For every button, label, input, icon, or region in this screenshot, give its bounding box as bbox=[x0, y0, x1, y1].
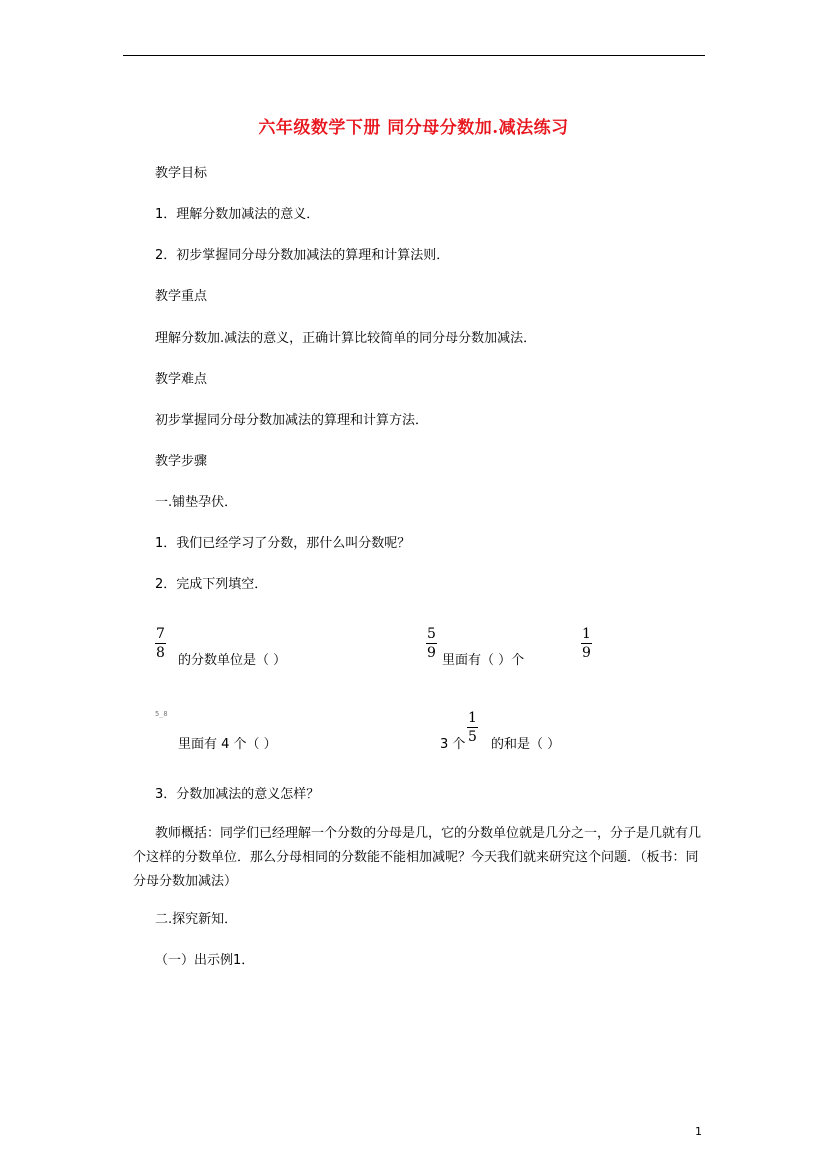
fill-blank-d: 的和是（ ） bbox=[491, 737, 561, 752]
fraction-numerator: 7 bbox=[156, 626, 165, 642]
fill-blank-b: 里面有（ ）个 bbox=[442, 653, 525, 668]
difficulty-text: 初步掌握同分母分数加减法的算理和计算方法． bbox=[155, 413, 429, 428]
fill-blank-a: 的分数单位是（ ） bbox=[178, 653, 287, 668]
goal-item-1: 1．理解分数加减法的意义． bbox=[155, 207, 320, 222]
fraction-numerator: 1 bbox=[468, 710, 477, 726]
fraction-5-9 bbox=[426, 626, 437, 661]
fraction-1-5 bbox=[467, 710, 478, 745]
question-1: 1．我们已经学习了分数，那什么叫分数呢？ bbox=[155, 536, 411, 551]
steps-heading: 教学步骤 bbox=[155, 454, 208, 469]
page-number: 1 bbox=[695, 1125, 702, 1138]
difficulty-heading: 教学难点 bbox=[155, 372, 208, 387]
part-one-heading: 一.铺垫孕伏． bbox=[155, 495, 238, 510]
fraction-denominator: 8 bbox=[156, 645, 165, 661]
fraction-7-8 bbox=[155, 626, 166, 661]
fill-blank-c: 里面有 4 个（ ） bbox=[178, 737, 277, 752]
header-rule bbox=[123, 55, 705, 56]
teacher-summary: 教师概括：同学们已经理解一个分数的分母是几，它的分数单位就是几分之一，分子是几就有几个这样的分数单位．那么分母相同的分数能不能相加减呢？今天我们就来研究这个问题．（板书：同分母分数加减法） bbox=[133, 826, 702, 889]
fraction-denominator: 9 bbox=[427, 645, 436, 661]
key-heading: 教学重点 bbox=[155, 289, 208, 304]
part-two-heading: 二.探究新知． bbox=[155, 912, 238, 927]
goal-heading: 教学目标 bbox=[155, 166, 208, 181]
goal-item-2: 2．初步掌握同分母分数加减法的算理和计算法则． bbox=[155, 248, 450, 263]
document-title: 六年级数学下册 同分母分数加.减法练习 bbox=[258, 118, 569, 138]
question-3: 3．分数加减法的意义怎样？ bbox=[155, 787, 320, 802]
fraction-1-9 bbox=[581, 626, 592, 661]
example-1: （一）出示例1． bbox=[155, 953, 255, 968]
key-text: 理解分数加.减法的意义，正确计算比较简单的同分母分数加减法． bbox=[155, 331, 537, 346]
fraction-numerator: 1 bbox=[582, 626, 591, 642]
fraction-numerator: 5 bbox=[427, 626, 436, 642]
fraction-denominator: 5 bbox=[468, 729, 477, 745]
fraction-denominator: 9 bbox=[582, 645, 591, 661]
fill-blank-d-prefix: 3 个 bbox=[440, 737, 466, 752]
garbled-fraction-image: 5_8 bbox=[155, 710, 168, 718]
question-2: 2．完成下列填空． bbox=[155, 577, 268, 592]
